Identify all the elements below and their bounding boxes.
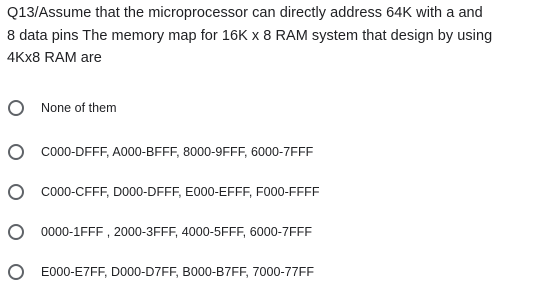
radio-button[interactable] — [8, 184, 24, 200]
option-3[interactable] — [8, 181, 320, 203]
option-label: C000-DFFF, A000-BFFF, 8000-9FFF, 6000-7FFF — [41, 145, 314, 159]
option-label: None of them — [41, 101, 117, 115]
radio-button[interactable] — [8, 144, 24, 160]
radio-button[interactable] — [8, 264, 24, 280]
option-2[interactable] — [8, 141, 313, 163]
option-5[interactable] — [8, 261, 314, 283]
option-label: C000-CFFF, D000-DFFF, E000-EFFF, F000-FFFF — [41, 185, 320, 199]
radio-button[interactable] — [8, 224, 24, 240]
option-none-of-them[interactable] — [8, 97, 117, 119]
option-4[interactable] — [8, 221, 312, 243]
option-label: 0000-1FFF , 2000-3FFF, 4000-5FFF, 6000-7FFF — [41, 225, 313, 239]
question-line-3: 4Kx8 RAM are — [7, 50, 102, 66]
radio-button[interactable] — [8, 100, 24, 116]
option-label: E000-E7FF, D000-D7FF, B000-B7FF, 7000-77FF — [41, 265, 315, 279]
question-text — [7, 2, 543, 70]
question-line-2: 8 data pins The memory map for 16K x 8 RAM system that design by using — [7, 27, 493, 44]
question-line-1: Q13/Assume that the microprocessor can directly address 64K with a and — [7, 5, 483, 21]
